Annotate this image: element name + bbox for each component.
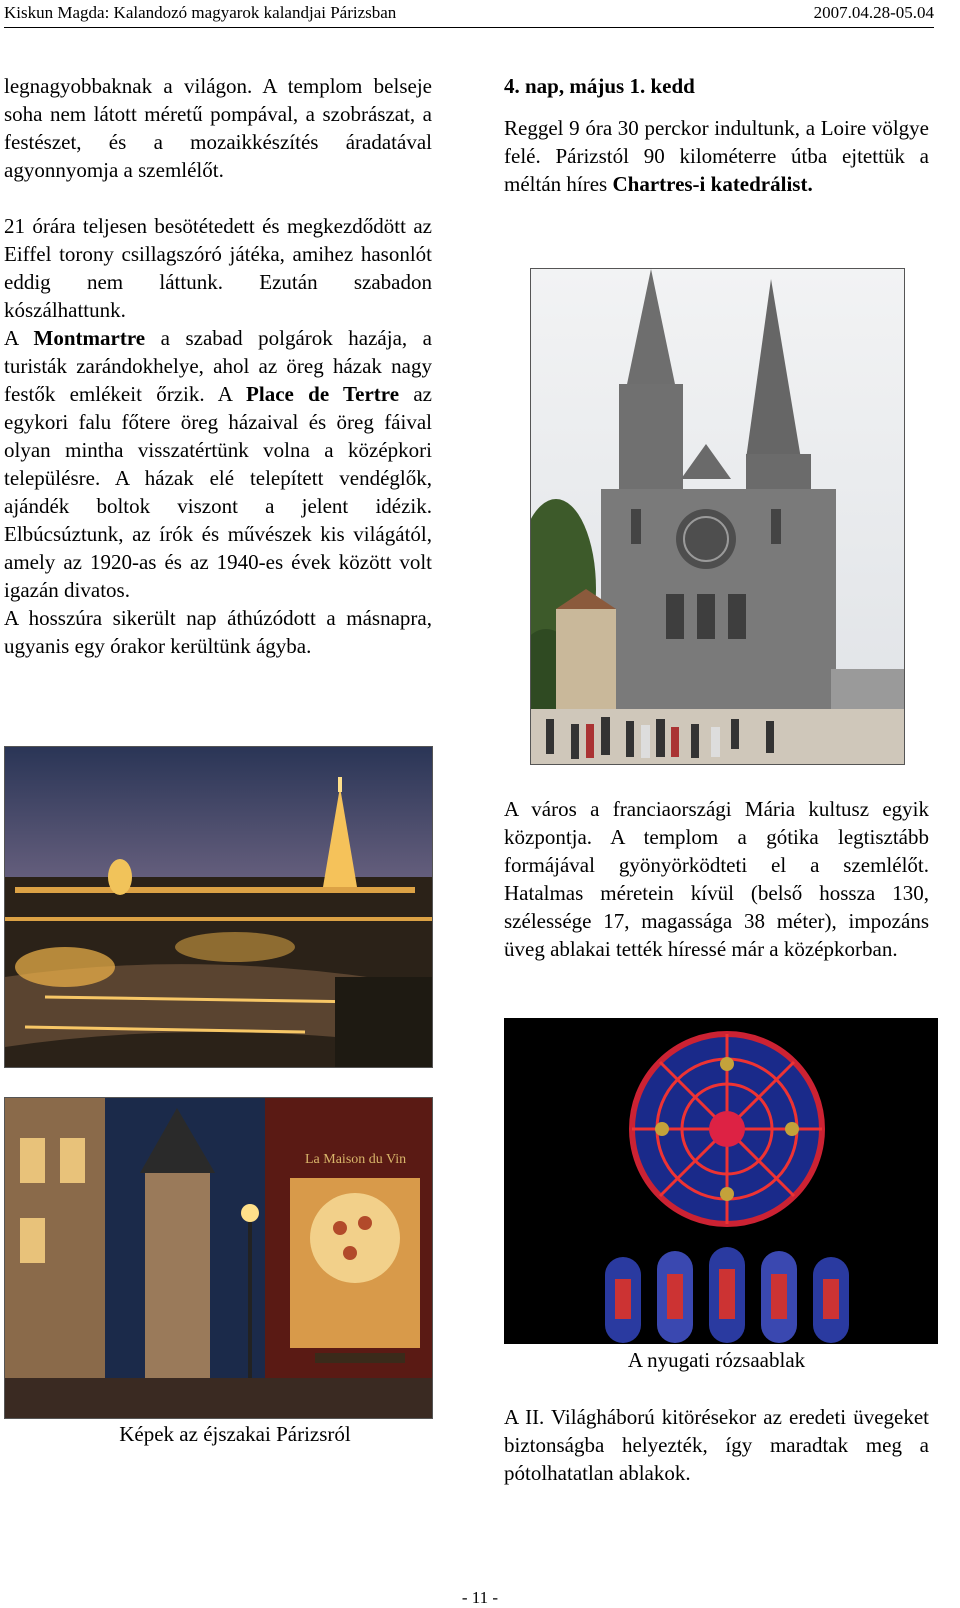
right-paragraph-1 (504, 114, 929, 198)
left-paragraph-1: legnagyobbaknak a világon. A templom belseje soha nem látott méretű pompával, a szobrászat, a festészet, és a mozaikkészítés áradatával agyonnyomja a szemlélőt. (4, 74, 432, 182)
day-title: 4. nap, május 1. kedd (504, 74, 695, 98)
shop-sign-text: La Maison du Vin (305, 1152, 407, 1167)
text-run: az egykori falu főtere öreg házaival és öreg fáival olyan mintha visszatértünk volna a középkori településre. A házak elé telepített vendéglők, ajándék boltok viszont a jelent idézik. Elbúcsúztunk, az írók és művészek kis világától, amely az 1920-as és az 1940-es évek között volt igazán divatos. (4, 382, 432, 602)
left-column (4, 72, 432, 660)
right-column-top (504, 72, 929, 198)
header-title: Kiskun Magda: Kalandozó magyarok kalandjai Párizsban (4, 3, 397, 22)
header-rule (4, 27, 934, 28)
text-run: A (4, 326, 34, 350)
right-paragraph-2: A város a franciaországi Mária kultusz egyik központja. A templom a gótika legtisztább formájával gyönyörködteti el a szemlélőt. Hatalmas méretein kívül (belső hossza 130, szélessége 17, magassága 38 méter), impozáns üveg ablakai tették híressé már a középkorban. (504, 797, 929, 961)
header-dates: 2007.04.28-05.04 (813, 3, 934, 22)
left-paragraph-4: A hosszúra sikerült nap áthúzódott a másnapra, ugyanis egy órakor kerültünk ágyba. (4, 606, 432, 658)
text-run: Reggel 9 óra 30 perckor indultunk, a Loire völgye felé. Párizstól 90 kilométerre útba ejtettük a méltán híres (504, 116, 929, 196)
chartres-cathedral-photo (530, 268, 905, 765)
page-header (0, 0, 960, 26)
left-paragraph-2: 21 órára teljesen besötétedett és megkezdődött az Eiffel torony csillagszóró játéka, amihez hasonlót eddig nem láttunk. Ezután szabadon kószálhattunk. (4, 214, 432, 322)
right-column-bottom (504, 1403, 929, 1487)
night-paris-caption: Képek az éjszakai Párizsról (119, 1422, 351, 1446)
rose-window-photo (504, 1018, 938, 1344)
montmartre-night-photo (4, 1097, 433, 1419)
right-column-middle (504, 795, 929, 963)
night-paris-eiffel-photo (4, 746, 433, 1068)
rose-window-caption: A nyugati rózsaablak (627, 1348, 806, 1372)
text-run: a szabad polgárok hazája, a turisták zarándokhelye, ahol az öreg házak nagy festők emlékeit őrzik. A (4, 326, 432, 406)
place-de-tertre-bold: Place de Tertre (246, 382, 400, 406)
montmartre-bold: Montmartre (33, 326, 146, 350)
page-number: - 11 - (461, 1588, 499, 1607)
left-paragraph-3 (4, 324, 432, 604)
chartres-bold: Chartres-i katedrálist. (612, 172, 813, 196)
right-paragraph-3: A II. Világháború kitörésekor az eredeti üvegeket biztonságba helyezték, így maradtak meg a pótolhatatlan ablakok. (504, 1405, 929, 1485)
